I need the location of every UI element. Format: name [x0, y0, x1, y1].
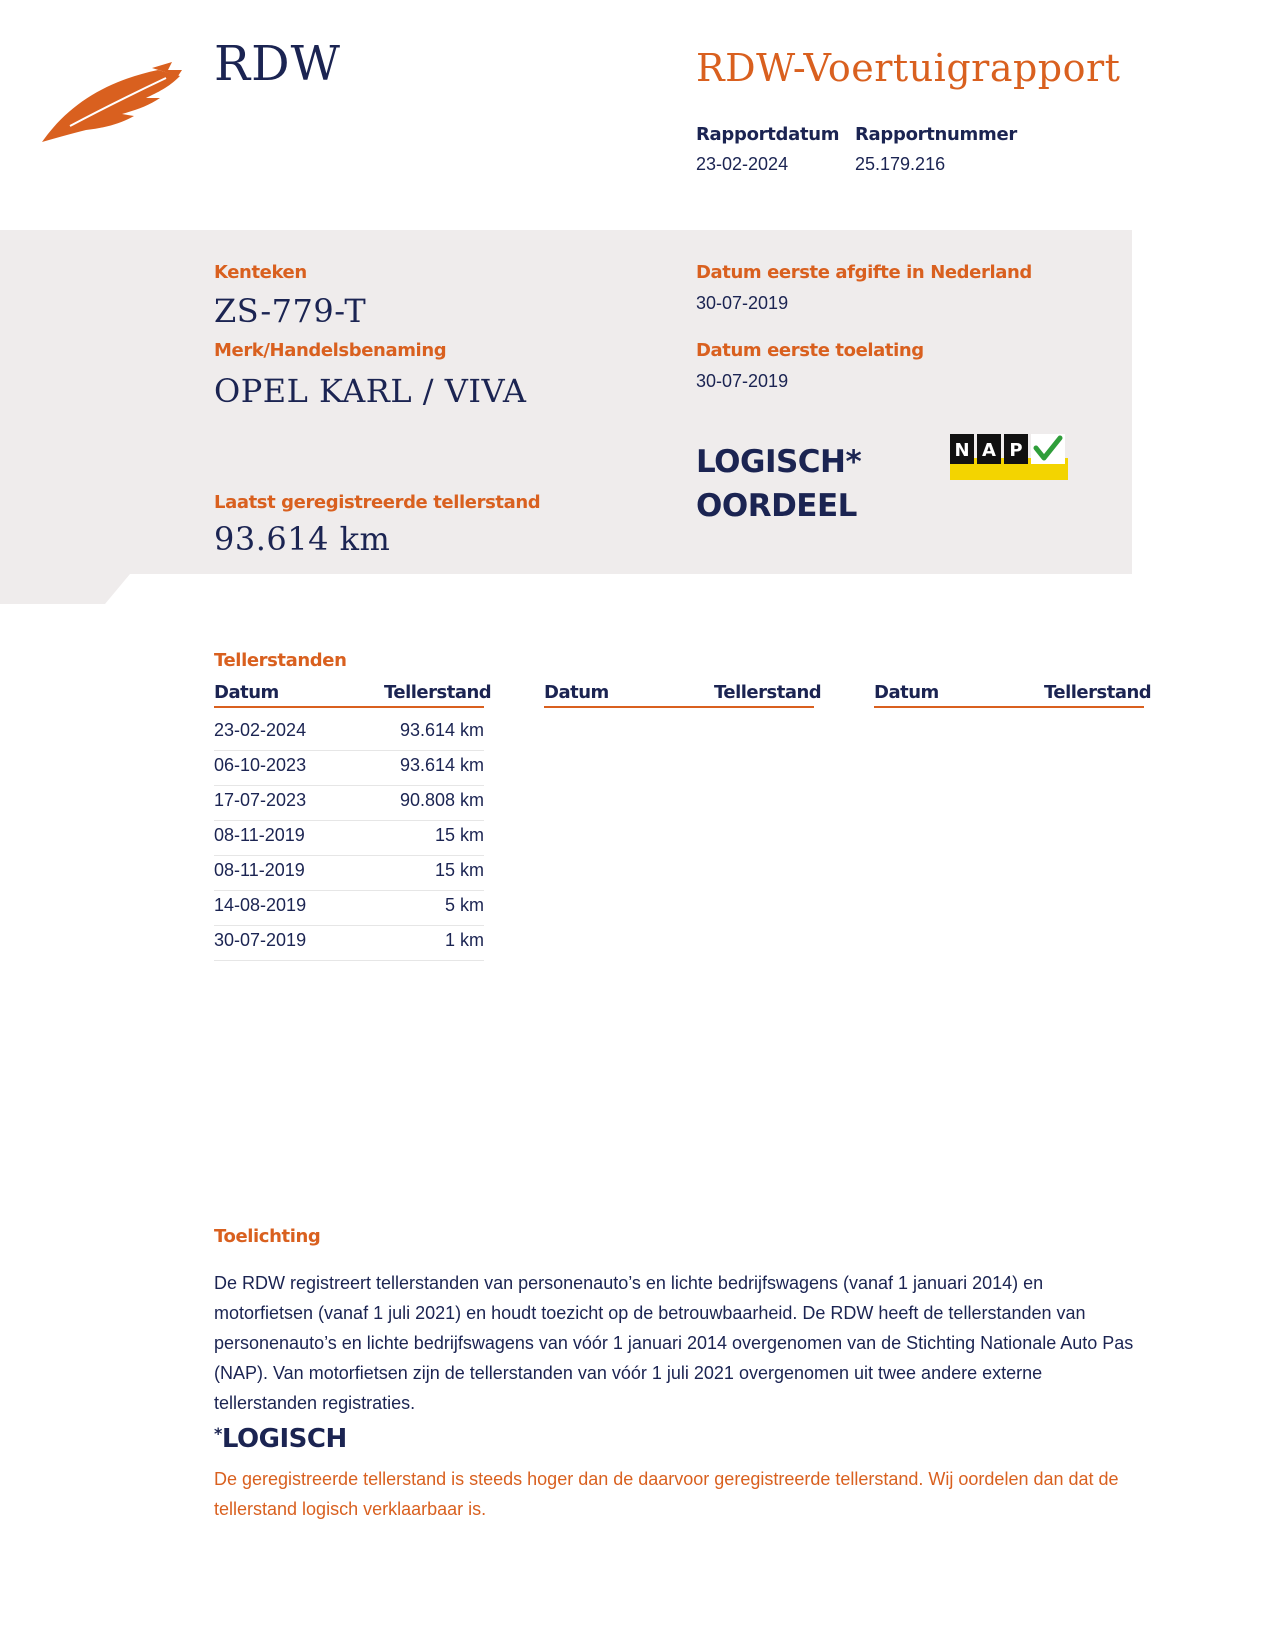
row-reading: 5 km — [444, 895, 484, 915]
nap-letter-a: A — [982, 440, 996, 461]
col-header-reading: Tellerstand — [714, 682, 822, 703]
header-underline — [214, 706, 484, 708]
row-reading: 90.808 km — [399, 790, 484, 810]
explanation-text: De RDW registreert tellerstanden van personenauto’s en lichte bedrijfswagens (vanaf 1 januari 2014) en motorfietsen (vanaf 1 juli 2021) en houdt toezicht op de betrouwbaarheid. De RDW heeft de tellerstanden van personenauto’s en lichte bedrijfswagens van vóór 1 januari 2014 overgenomen van de Stichting Nationale Auto Pas (NAP). Van motorfietsen zijn de tellerstanden van vóór 1 juli 2021 overgenomen uit twee andere externe tellerstanden registraties. — [214, 1273, 1134, 1413]
row-reading: 15 km — [434, 860, 484, 880]
header-underline — [874, 706, 1144, 708]
row-date: 17-07-2023 — [214, 790, 307, 810]
header-underline — [544, 706, 814, 708]
row-date: 08-11-2019 — [214, 860, 305, 880]
row-date: 06-10-2023 — [214, 755, 307, 775]
table-row — [214, 751, 484, 785]
row-date: 14-08-2019 — [214, 895, 307, 915]
report-date: 23-02-2024 — [696, 154, 789, 174]
brand-name: RDW — [214, 36, 341, 92]
row-reading: 15 km — [434, 825, 484, 845]
first-issue-nl-date: 30-07-2019 — [696, 293, 789, 313]
rdw-logo-icon — [40, 62, 190, 147]
col-header-reading: Tellerstand — [384, 682, 492, 703]
table-row — [214, 716, 484, 750]
row-divider — [214, 960, 484, 961]
table-row — [214, 856, 484, 890]
col-header-reading: Tellerstand — [1044, 682, 1152, 703]
col-header-date: Datum — [874, 682, 939, 703]
row-reading: 93.614 km — [399, 755, 484, 775]
logisch-title: LOGISCH — [221, 1424, 347, 1454]
row-date: 08-11-2019 — [214, 825, 305, 845]
col-header-date: Datum — [214, 682, 279, 703]
report-number-label: Rapportnummer — [855, 124, 1017, 145]
asterisk: * — [214, 1424, 222, 1443]
logisch-text: De geregistreerde tellerstand is steeds hoger dan de daarvoor geregistreerde tellerstand. Wij oordelen dan dat de tellerstand logisch verklaarbaar is. — [214, 1469, 1119, 1519]
nap-logo-icon — [950, 434, 1068, 480]
verdict-line-1: LOGISCH* — [696, 444, 862, 480]
verdict-line-2: OORDEEL — [696, 488, 857, 524]
row-date: 23-02-2024 — [214, 720, 307, 740]
table-row — [214, 786, 484, 820]
table-row — [214, 926, 484, 960]
first-admission-label: Datum eerste toelating — [696, 340, 924, 361]
table-row — [214, 821, 484, 855]
make-value: OPEL KARL / VIVA — [214, 372, 527, 410]
row-reading: 1 km — [444, 930, 484, 950]
nap-letter-n: N — [954, 440, 970, 461]
col-header-date: Datum — [544, 682, 609, 703]
first-admission-date: 30-07-2019 — [696, 371, 789, 391]
report-number: 25.179.216 — [855, 154, 946, 174]
last-odometer-label: Laatst geregistreerde tellerstand — [214, 492, 541, 513]
report-title: RDW-Voertuigrapport — [696, 46, 1121, 90]
panel-corner-decoration — [0, 574, 130, 604]
nap-letter-p: P — [1009, 440, 1023, 461]
plate-number: ZS-779-T — [214, 292, 367, 330]
logisch-heading — [214, 1424, 347, 1454]
row-date: 30-07-2019 — [214, 930, 307, 950]
plate-label: Kenteken — [214, 262, 307, 283]
last-odometer-value: 93.614 km — [214, 520, 391, 558]
table-row — [214, 891, 484, 925]
explanation-title: Toelichting — [214, 1226, 321, 1247]
row-reading: 93.614 km — [399, 720, 484, 740]
odometer-section-title: Tellerstanden — [214, 650, 347, 671]
verdict — [696, 440, 861, 528]
first-issue-nl-label: Datum eerste afgifte in Nederland — [696, 262, 1032, 283]
make-label: Merk/Handelsbenaming — [214, 340, 447, 361]
report-date-label: Rapportdatum — [696, 124, 840, 145]
